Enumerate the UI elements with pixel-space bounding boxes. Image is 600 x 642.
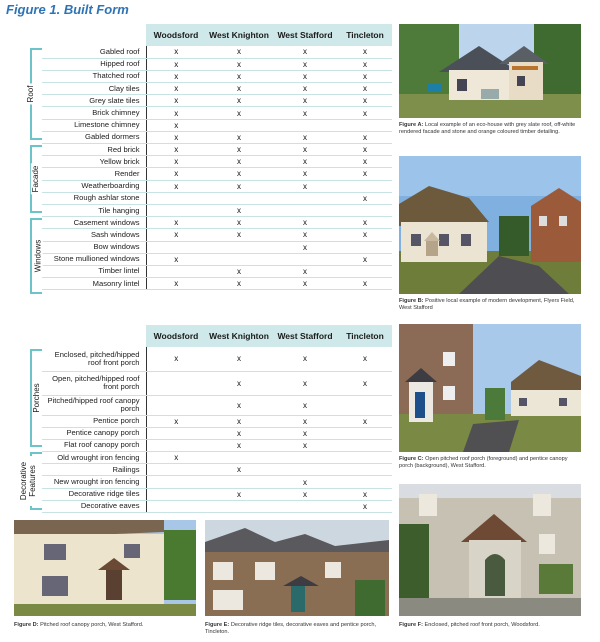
row-label: Decorative eaves — [42, 500, 146, 512]
row-label: Casement windows — [42, 217, 146, 229]
table-cell — [146, 476, 206, 488]
row-label: Gabled roof — [42, 46, 146, 58]
table-cell — [272, 500, 338, 512]
table-cell: x — [272, 168, 338, 180]
table-cell: x — [206, 371, 272, 395]
table-row — [42, 371, 392, 395]
row-label: Railings — [42, 464, 146, 476]
table-cell — [272, 204, 338, 216]
table-row — [42, 70, 392, 82]
table-cell — [338, 265, 392, 277]
table-cell — [206, 119, 272, 131]
row-label: Weatherboarding — [42, 180, 146, 192]
table-cell: x — [338, 229, 392, 241]
table-cell: x — [272, 371, 338, 395]
table-row — [42, 95, 392, 107]
row-label: Render — [42, 168, 146, 180]
caption-d-text: Pitched roof canopy porch, West Stafford. — [40, 622, 144, 628]
table-cell: x — [272, 131, 338, 143]
row-label: Timber lintel — [42, 265, 146, 277]
row-label: Yellow brick — [42, 156, 146, 168]
photo-f-enclosed-porch — [399, 484, 581, 616]
table-cell: x — [338, 70, 392, 82]
table-cell: x — [206, 204, 272, 216]
row-label: Decorative ridge tiles — [42, 488, 146, 500]
table-cell — [272, 192, 338, 204]
table-cell: x — [206, 395, 272, 415]
group-porches — [22, 349, 42, 447]
table-cell — [338, 241, 392, 253]
caption-b-label: Figure B: — [399, 298, 424, 304]
table-row — [42, 156, 392, 168]
porches-features-table — [42, 325, 392, 513]
row-label: Hipped roof — [42, 58, 146, 70]
table-cell: x — [206, 46, 272, 58]
table-cell — [338, 119, 392, 131]
table-row — [42, 192, 392, 204]
table-cell — [338, 427, 392, 439]
table-cell: x — [146, 347, 206, 371]
row-label: Tile hanging — [42, 204, 146, 216]
table-cell: x — [206, 58, 272, 70]
col-header-west-stafford: West Stafford — [272, 325, 338, 347]
table-row — [42, 241, 392, 253]
row-label: Pentice canopy porch — [42, 427, 146, 439]
table-cell: x — [146, 107, 206, 119]
figure-title — [6, 2, 129, 17]
table-cell: x — [338, 107, 392, 119]
table-cell — [338, 180, 392, 192]
table-cell: x — [206, 265, 272, 277]
table-row — [42, 476, 392, 488]
group-label-porches: Porches — [32, 383, 42, 413]
table-row — [42, 168, 392, 180]
table-cell — [146, 439, 206, 451]
row-label: Flat roof canopy porch — [42, 439, 146, 451]
caption-a — [399, 122, 581, 137]
caption-f — [399, 622, 581, 629]
table-cell: x — [272, 58, 338, 70]
table-row — [42, 265, 392, 277]
table-cell — [338, 452, 392, 464]
group-label-facade: Facade — [30, 165, 40, 193]
caption-b — [399, 298, 581, 313]
table-cell: x — [338, 217, 392, 229]
row-label: Pitched/hipped roof canopy porch — [42, 395, 146, 415]
table-cell — [146, 488, 206, 500]
table-cell: x — [338, 131, 392, 143]
caption-e-label: Figure E: — [205, 622, 230, 628]
table-cell: x — [272, 476, 338, 488]
table-cell: x — [272, 488, 338, 500]
table-cell — [146, 395, 206, 415]
table-cell: x — [338, 488, 392, 500]
table-cell: x — [146, 253, 206, 265]
col-header-west-knighton: West Knighton — [206, 24, 272, 46]
table-cell: x — [338, 253, 392, 265]
table-cell — [206, 476, 272, 488]
row-label: Grey slate tiles — [42, 95, 146, 107]
table-cell — [146, 464, 206, 476]
table-cell — [338, 476, 392, 488]
caption-a-text: Local example of an eco-house with grey slate roof, off-white rendered facade and stone and orange coloured timber detailing. — [399, 122, 576, 136]
photo-b-flyers-field — [399, 156, 581, 294]
table-cell: x — [338, 415, 392, 427]
row-label: Stone mullioned windows — [42, 253, 146, 265]
table-cell: x — [146, 278, 206, 290]
row-label: Pentice porch — [42, 415, 146, 427]
table-cell: x — [338, 83, 392, 95]
table-row — [42, 253, 392, 265]
table-cell — [206, 452, 272, 464]
table-cell — [338, 395, 392, 415]
table-cell: x — [146, 58, 206, 70]
table-cell: x — [272, 70, 338, 82]
table-cell: x — [206, 131, 272, 143]
table-row — [42, 131, 392, 143]
table-cell: x — [338, 156, 392, 168]
table-cell — [146, 427, 206, 439]
row-label: Red brick — [42, 144, 146, 156]
table-cell: x — [206, 107, 272, 119]
caption-d — [14, 622, 196, 629]
col-header-west-stafford: West Stafford — [272, 24, 338, 46]
table-cell: x — [272, 180, 338, 192]
table-row — [42, 119, 392, 131]
table-cell: x — [146, 156, 206, 168]
photo-c-porches — [399, 324, 581, 452]
figure-number: Figure 1. — [6, 2, 61, 17]
table-cell: x — [338, 347, 392, 371]
table-cell: x — [338, 278, 392, 290]
group-label-roof: Roof — [25, 85, 35, 103]
table-cell — [206, 192, 272, 204]
table-cell: x — [146, 131, 206, 143]
table-cell: x — [146, 415, 206, 427]
table-cell: x — [272, 107, 338, 119]
group-decorative-features — [19, 452, 38, 510]
caption-e-text: Decorative ridge tiles, decorative eaves and pentice porch, Tincleton. — [205, 622, 377, 636]
row-label: Clay tiles — [42, 83, 146, 95]
table-row — [42, 395, 392, 415]
group-facade — [22, 145, 38, 213]
table-row — [42, 58, 392, 70]
group-label-windows: Windows — [33, 239, 43, 273]
table-cell: x — [272, 347, 338, 371]
table-cell: x — [206, 415, 272, 427]
table-cell: x — [272, 241, 338, 253]
table-cell: x — [206, 464, 272, 476]
table-row — [42, 452, 392, 464]
table-cell: x — [272, 439, 338, 451]
table-cell: x — [206, 156, 272, 168]
table-row — [42, 415, 392, 427]
table-cell: x — [206, 278, 272, 290]
group-roof — [22, 48, 38, 140]
table-row — [42, 500, 392, 512]
table-cell — [272, 119, 338, 131]
table-cell: x — [206, 144, 272, 156]
table-cell: x — [272, 156, 338, 168]
table-row — [42, 204, 392, 216]
table-cell: x — [338, 168, 392, 180]
table-cell: x — [206, 168, 272, 180]
table-cell: x — [272, 83, 338, 95]
table-cell — [206, 241, 272, 253]
table-cell: x — [146, 452, 206, 464]
table-row — [42, 144, 392, 156]
table-row — [42, 180, 392, 192]
table-cell — [272, 253, 338, 265]
table-cell: x — [272, 217, 338, 229]
group-label-decorative: Decorative Features — [20, 456, 38, 506]
row-label: Enclosed, pitched/hipped roof front porch — [42, 347, 146, 371]
row-label: Thatched roof — [42, 70, 146, 82]
table-cell: x — [206, 217, 272, 229]
group-windows — [22, 218, 43, 294]
table-cell: x — [272, 229, 338, 241]
caption-e — [205, 622, 389, 637]
table-cell: x — [272, 265, 338, 277]
table-cell — [206, 500, 272, 512]
table-row — [42, 217, 392, 229]
table-cell: x — [338, 371, 392, 395]
row-label: Open, pitched/hipped roof front porch — [42, 371, 146, 395]
table-row — [42, 278, 392, 290]
built-form-table — [42, 24, 392, 290]
table-cell: x — [146, 46, 206, 58]
table-cell: x — [338, 144, 392, 156]
table-cell — [146, 500, 206, 512]
corner-cell — [42, 325, 146, 347]
row-label: Brick chimney — [42, 107, 146, 119]
table-row — [42, 347, 392, 371]
table-cell: x — [206, 229, 272, 241]
caption-d-label: Figure D: — [14, 622, 39, 628]
caption-f-label: Figure F: — [399, 622, 423, 628]
row-label: Rough ashlar stone — [42, 192, 146, 204]
row-label: Limestone chimney — [42, 119, 146, 131]
row-label: Old wrought iron fencing — [42, 452, 146, 464]
table-cell: x — [272, 415, 338, 427]
table-cell: x — [206, 180, 272, 192]
table-cell: x — [272, 95, 338, 107]
table-cell — [146, 241, 206, 253]
table-cell — [338, 464, 392, 476]
table-cell: x — [146, 229, 206, 241]
corner-cell — [42, 24, 146, 46]
table-cell: x — [272, 46, 338, 58]
table-row — [42, 229, 392, 241]
table-cell: x — [146, 95, 206, 107]
table-cell: x — [272, 278, 338, 290]
row-label: Bow windows — [42, 241, 146, 253]
table-cell: x — [146, 119, 206, 131]
table-cell: x — [338, 46, 392, 58]
table-cell: x — [146, 217, 206, 229]
table-cell — [206, 253, 272, 265]
table-row — [42, 46, 392, 58]
table-cell — [272, 452, 338, 464]
table-cell: x — [206, 427, 272, 439]
table-cell: x — [146, 70, 206, 82]
table-cell: x — [206, 488, 272, 500]
table-cell: x — [338, 192, 392, 204]
table-cell — [272, 464, 338, 476]
caption-c-label: Figure C: — [399, 456, 424, 462]
col-header-tincleton: Tincleton — [338, 24, 392, 46]
table-cell: x — [272, 144, 338, 156]
col-header-tincleton: Tincleton — [338, 325, 392, 347]
caption-c-text: Open pitched roof porch (foreground) and pentice canopy porch (background), West Stafford. — [399, 456, 568, 470]
table-cell: x — [146, 180, 206, 192]
row-label: Sash windows — [42, 229, 146, 241]
table-cell — [338, 204, 392, 216]
table-cell — [146, 265, 206, 277]
table-cell: x — [146, 168, 206, 180]
table-cell: x — [338, 58, 392, 70]
table-cell: x — [206, 439, 272, 451]
table-cell — [146, 204, 206, 216]
table-cell: x — [206, 347, 272, 371]
caption-b-text: Positive local example of modern development, Flyers Field, West Stafford — [399, 298, 575, 312]
table-cell: x — [206, 83, 272, 95]
caption-f-text: Enclosed, pitched roof front porch, Woodsford. — [424, 622, 540, 628]
table-cell: x — [146, 144, 206, 156]
table-cell: x — [146, 83, 206, 95]
row-label: Masonry lintel — [42, 278, 146, 290]
table-cell: x — [206, 70, 272, 82]
table-cell — [146, 371, 206, 395]
table-row — [42, 427, 392, 439]
table-cell: x — [206, 95, 272, 107]
table-cell — [146, 192, 206, 204]
table-cell: x — [272, 427, 338, 439]
table-row — [42, 83, 392, 95]
photo-e-ridge-tiles — [205, 520, 389, 616]
row-label: Gabled dormers — [42, 131, 146, 143]
photo-a-eco-house — [399, 24, 581, 118]
caption-a-label: Figure A: — [399, 122, 424, 128]
table-cell — [338, 439, 392, 451]
caption-c — [399, 456, 581, 471]
photo-d-canopy-porch — [14, 520, 196, 616]
table-cell: x — [338, 95, 392, 107]
figure-title-text: Built Form — [63, 2, 129, 17]
col-header-west-knighton: West Knighton — [206, 325, 272, 347]
table-row — [42, 439, 392, 451]
table-cell: x — [272, 395, 338, 415]
col-header-woodsford: Woodsford — [146, 325, 206, 347]
row-label: New wrought iron fencing — [42, 476, 146, 488]
table-row — [42, 488, 392, 500]
table-cell: x — [338, 500, 392, 512]
table-row — [42, 464, 392, 476]
col-header-woodsford: Woodsford — [146, 24, 206, 46]
table-row — [42, 107, 392, 119]
